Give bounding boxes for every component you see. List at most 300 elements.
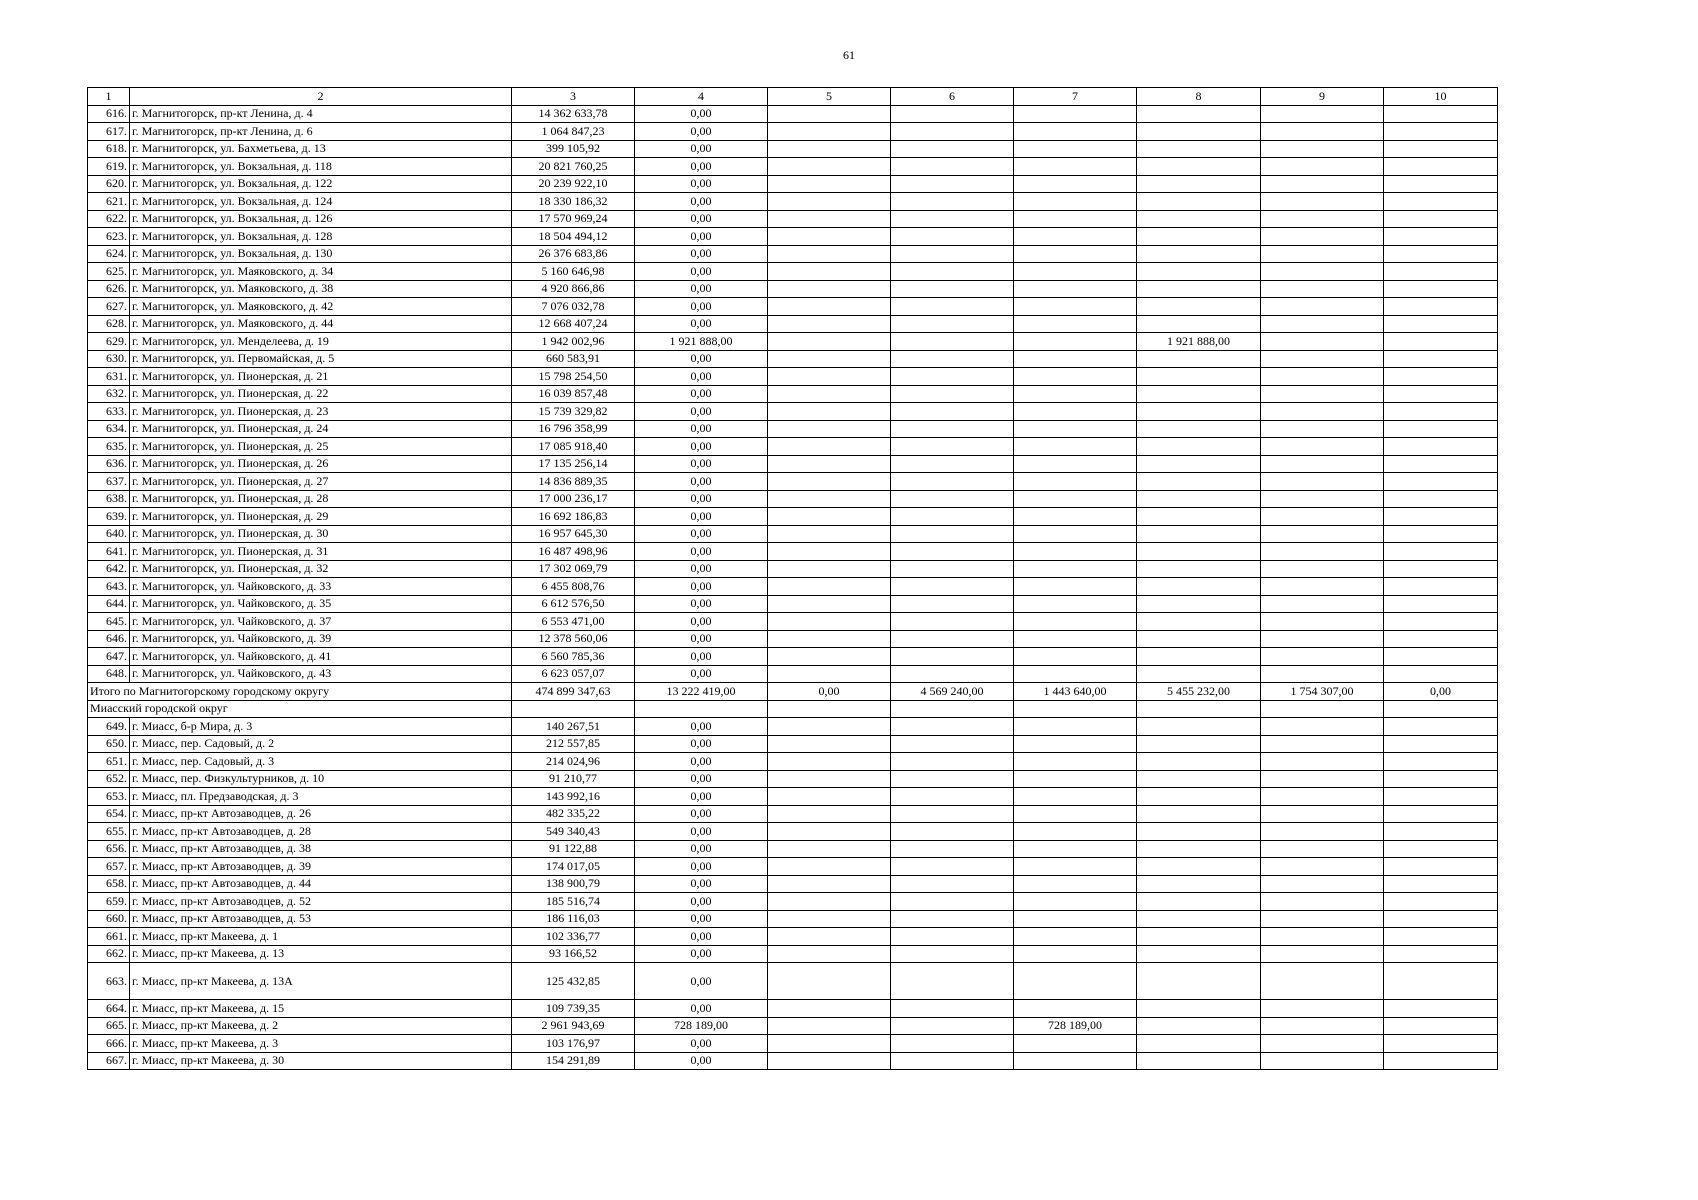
column-header: 6 <box>891 88 1014 106</box>
value-cell-c7 <box>1014 490 1137 508</box>
total-value-c6: 4 569 240,00 <box>891 683 1014 701</box>
value-cell-c7 <box>1014 735 1137 753</box>
value-cell-c5 <box>768 158 891 176</box>
value-cell-c5 <box>768 140 891 158</box>
value-cell-c10 <box>1384 385 1498 403</box>
value-cell-c4: 0,00 <box>635 210 768 228</box>
table-row <box>88 543 1498 561</box>
value-cell-c9 <box>1261 1052 1384 1070</box>
row-number: 652. <box>88 770 130 788</box>
value-cell-c10 <box>1384 840 1498 858</box>
row-number: 619. <box>88 158 130 176</box>
value-cell-c7 <box>1014 385 1137 403</box>
row-number: 647. <box>88 648 130 666</box>
value-cell-c6 <box>891 543 1014 561</box>
value-cell-c3: 2 961 943,69 <box>512 1017 635 1035</box>
value-cell-c10 <box>1384 858 1498 876</box>
address-cell: г. Магнитогорск, ул. Пионерская, д. 23 <box>130 403 512 421</box>
value-cell-c7 <box>1014 963 1137 1000</box>
value-cell-c9 <box>1261 718 1384 736</box>
value-cell-c5 <box>768 490 891 508</box>
value-cell-c4: 0,00 <box>635 613 768 631</box>
value-cell-c10 <box>1384 508 1498 526</box>
row-number: 654. <box>88 805 130 823</box>
value-cell-c10 <box>1384 893 1498 911</box>
table-row <box>88 630 1498 648</box>
value-cell-c8 <box>1137 403 1261 421</box>
value-cell-c8 <box>1137 805 1261 823</box>
address-cell: г. Магнитогорск, ул. Маяковского, д. 34 <box>130 263 512 281</box>
value-cell-c4: 0,00 <box>635 1000 768 1018</box>
value-cell-c10 <box>1384 350 1498 368</box>
value-cell-c7 <box>1014 578 1137 596</box>
value-cell-c6 <box>891 595 1014 613</box>
value-cell-c9 <box>1261 333 1384 351</box>
value-cell-c3: 109 739,35 <box>512 1000 635 1018</box>
value-cell-c4: 0,00 <box>635 140 768 158</box>
value-cell-c3: 17 302 069,79 <box>512 560 635 578</box>
address-cell: г. Миасс, пр-кт Макеева, д. 2 <box>130 1017 512 1035</box>
value-cell-c3: 91 122,88 <box>512 840 635 858</box>
value-cell-c8 <box>1137 630 1261 648</box>
table-row <box>88 508 1498 526</box>
value-cell-c7 <box>1014 788 1137 806</box>
value-cell-c6 <box>891 613 1014 631</box>
value-cell-c8 <box>1137 263 1261 281</box>
value-cell-c9 <box>1261 105 1384 123</box>
address-cell: г. Магнитогорск, ул. Вокзальная, д. 126 <box>130 210 512 228</box>
row-number: 667. <box>88 1052 130 1070</box>
table-row <box>88 928 1498 946</box>
data-table <box>87 87 1498 1070</box>
value-cell-c10 <box>1384 455 1498 473</box>
value-cell-c8 <box>1137 910 1261 928</box>
value-cell-c10 <box>1384 1052 1498 1070</box>
value-cell-c8 <box>1137 368 1261 386</box>
value-cell-c7 <box>1014 753 1137 771</box>
value-cell-c10 <box>1384 175 1498 193</box>
row-number: 653. <box>88 788 130 806</box>
value-cell-c9 <box>1261 210 1384 228</box>
value-cell-c3: 138 900,79 <box>512 875 635 893</box>
value-cell-c6 <box>891 1052 1014 1070</box>
value-cell-c4: 0,00 <box>635 158 768 176</box>
value-cell-c6 <box>891 1000 1014 1018</box>
table-row <box>88 840 1498 858</box>
value-cell-c4: 0,00 <box>635 945 768 963</box>
address-cell: г. Миасс, пр-кт Автозаводцев, д. 26 <box>130 805 512 823</box>
address-cell: г. Миасс, пр-кт Макеева, д. 3 <box>130 1035 512 1053</box>
value-cell-c7 <box>1014 263 1137 281</box>
total-value-c3: 474 899 347,63 <box>512 683 635 701</box>
page-number: 61 <box>843 48 855 62</box>
value-cell-c6 <box>891 438 1014 456</box>
value-cell-c3: 16 796 358,99 <box>512 420 635 438</box>
value-cell-c3: 6 560 785,36 <box>512 648 635 666</box>
row-number: 655. <box>88 823 130 841</box>
empty-cell <box>1261 700 1384 718</box>
value-cell-c8 <box>1137 508 1261 526</box>
empty-cell <box>635 700 768 718</box>
row-number: 658. <box>88 875 130 893</box>
value-cell-c4: 0,00 <box>635 875 768 893</box>
table-row <box>88 333 1498 351</box>
value-cell-c10 <box>1384 525 1498 543</box>
value-cell-c6 <box>891 630 1014 648</box>
value-cell-c3: 17 570 969,24 <box>512 210 635 228</box>
address-cell: г. Миасс, пр-кт Автозаводцев, д. 52 <box>130 893 512 911</box>
value-cell-c5 <box>768 595 891 613</box>
address-cell: г. Магнитогорск, ул. Пионерская, д. 21 <box>130 368 512 386</box>
value-cell-c10 <box>1384 648 1498 666</box>
value-cell-c9 <box>1261 438 1384 456</box>
value-cell-c6 <box>891 963 1014 1000</box>
row-number: 650. <box>88 735 130 753</box>
table-row <box>88 770 1498 788</box>
value-cell-c4: 0,00 <box>635 1035 768 1053</box>
row-number: 665. <box>88 1017 130 1035</box>
value-cell-c5 <box>768 648 891 666</box>
value-cell-c7 <box>1014 1035 1137 1053</box>
table-row <box>88 490 1498 508</box>
address-cell: г. Магнитогорск, ул. Вокзальная, д. 130 <box>130 245 512 263</box>
table-row <box>88 315 1498 333</box>
value-cell-c10 <box>1384 805 1498 823</box>
value-cell-c8 <box>1137 350 1261 368</box>
value-cell-c9 <box>1261 595 1384 613</box>
address-cell: г. Миасс, пер. Садовый, д. 3 <box>130 753 512 771</box>
table-row <box>88 368 1498 386</box>
value-cell-c9 <box>1261 473 1384 491</box>
value-cell-c10 <box>1384 315 1498 333</box>
table-row <box>88 893 1498 911</box>
value-cell-c5 <box>768 1017 891 1035</box>
value-cell-c4: 0,00 <box>635 298 768 316</box>
table-row <box>88 805 1498 823</box>
value-cell-c4: 0,00 <box>635 193 768 211</box>
address-cell: г. Магнитогорск, ул. Маяковского, д. 38 <box>130 280 512 298</box>
value-cell-c5 <box>768 613 891 631</box>
row-number: 617. <box>88 123 130 141</box>
value-cell-c6 <box>891 805 1014 823</box>
table-row <box>88 613 1498 631</box>
value-cell-c3: 17 000 236,17 <box>512 490 635 508</box>
row-number: 645. <box>88 613 130 631</box>
total-row <box>88 683 1498 701</box>
table-row <box>88 438 1498 456</box>
value-cell-c10 <box>1384 560 1498 578</box>
row-number: 663. <box>88 963 130 1000</box>
value-cell-c8 <box>1137 438 1261 456</box>
value-cell-c7 <box>1014 665 1137 683</box>
address-cell: г. Миасс, пл. Предзаводская, д. 3 <box>130 788 512 806</box>
row-number: 660. <box>88 910 130 928</box>
table-row <box>88 718 1498 736</box>
total-value-c10: 0,00 <box>1384 683 1498 701</box>
value-cell-c7 <box>1014 350 1137 368</box>
value-cell-c5 <box>768 1000 891 1018</box>
table-row <box>88 263 1498 281</box>
value-cell-c9 <box>1261 525 1384 543</box>
value-cell-c4: 0,00 <box>635 473 768 491</box>
value-cell-c9 <box>1261 613 1384 631</box>
value-cell-c10 <box>1384 210 1498 228</box>
value-cell-c10 <box>1384 473 1498 491</box>
table-row <box>88 595 1498 613</box>
value-cell-c4: 1 921 888,00 <box>635 333 768 351</box>
value-cell-c9 <box>1261 298 1384 316</box>
value-cell-c5 <box>768 280 891 298</box>
value-cell-c8 <box>1137 210 1261 228</box>
table-body <box>88 88 1498 1070</box>
value-cell-c9 <box>1261 788 1384 806</box>
value-cell-c9 <box>1261 175 1384 193</box>
value-cell-c3: 4 920 866,86 <box>512 280 635 298</box>
table-row <box>88 858 1498 876</box>
value-cell-c4: 0,00 <box>635 105 768 123</box>
value-cell-c4: 0,00 <box>635 928 768 946</box>
value-cell-c9 <box>1261 193 1384 211</box>
value-cell-c7 <box>1014 560 1137 578</box>
address-cell: г. Миасс, пр-кт Макеева, д. 13 <box>130 945 512 963</box>
value-cell-c6 <box>891 140 1014 158</box>
value-cell-c4: 728 189,00 <box>635 1017 768 1035</box>
row-number: 630. <box>88 350 130 368</box>
value-cell-c7 <box>1014 945 1137 963</box>
table-row <box>88 210 1498 228</box>
value-cell-c7 <box>1014 858 1137 876</box>
empty-cell <box>512 700 635 718</box>
value-cell-c6 <box>891 893 1014 911</box>
value-cell-c3: 125 432,85 <box>512 963 635 1000</box>
value-cell-c3: 14 362 633,78 <box>512 105 635 123</box>
value-cell-c7 <box>1014 840 1137 858</box>
value-cell-c9 <box>1261 245 1384 263</box>
row-number: 629. <box>88 333 130 351</box>
row-number: 616. <box>88 105 130 123</box>
table-row <box>88 403 1498 421</box>
column-header: 10 <box>1384 88 1498 106</box>
value-cell-c6 <box>891 193 1014 211</box>
address-cell: г. Магнитогорск, ул. Пионерская, д. 29 <box>130 508 512 526</box>
value-cell-c10 <box>1384 753 1498 771</box>
value-cell-c5 <box>768 840 891 858</box>
table-row <box>88 140 1498 158</box>
table-row <box>88 105 1498 123</box>
address-cell: г. Магнитогорск, ул. Пионерская, д. 24 <box>130 420 512 438</box>
value-cell-c3: 15 739 329,82 <box>512 403 635 421</box>
value-cell-c6 <box>891 718 1014 736</box>
value-cell-c7 <box>1014 525 1137 543</box>
table-row <box>88 525 1498 543</box>
value-cell-c3: 6 455 808,76 <box>512 578 635 596</box>
row-number: 631. <box>88 368 130 386</box>
value-cell-c7 <box>1014 648 1137 666</box>
value-cell-c9 <box>1261 963 1384 1000</box>
address-cell: г. Миасс, б-р Мира, д. 3 <box>130 718 512 736</box>
value-cell-c7 <box>1014 1000 1137 1018</box>
value-cell-c6 <box>891 578 1014 596</box>
value-cell-c10 <box>1384 105 1498 123</box>
value-cell-c10 <box>1384 875 1498 893</box>
value-cell-c3: 16 487 498,96 <box>512 543 635 561</box>
value-cell-c10 <box>1384 193 1498 211</box>
row-number: 621. <box>88 193 130 211</box>
value-cell-c7 <box>1014 928 1137 946</box>
value-cell-c10 <box>1384 1035 1498 1053</box>
table-row <box>88 175 1498 193</box>
value-cell-c5 <box>768 875 891 893</box>
value-cell-c7: 728 189,00 <box>1014 1017 1137 1035</box>
total-value-c5: 0,00 <box>768 683 891 701</box>
table-row <box>88 735 1498 753</box>
value-cell-c7 <box>1014 613 1137 631</box>
value-cell-c5 <box>768 315 891 333</box>
value-cell-c9 <box>1261 403 1384 421</box>
row-number: 625. <box>88 263 130 281</box>
value-cell-c4: 0,00 <box>635 315 768 333</box>
value-cell-c6 <box>891 368 1014 386</box>
value-cell-c6 <box>891 105 1014 123</box>
value-cell-c9 <box>1261 543 1384 561</box>
value-cell-c8 <box>1137 1052 1261 1070</box>
address-cell: г. Миасс, пр-кт Макеева, д. 13А <box>130 963 512 1000</box>
value-cell-c6 <box>891 753 1014 771</box>
value-cell-c7 <box>1014 910 1137 928</box>
table-row <box>88 385 1498 403</box>
table-row <box>88 753 1498 771</box>
total-value-c8: 5 455 232,00 <box>1137 683 1261 701</box>
value-cell-c8 <box>1137 385 1261 403</box>
empty-cell <box>891 700 1014 718</box>
value-cell-c4: 0,00 <box>635 560 768 578</box>
column-header: 3 <box>512 88 635 106</box>
value-cell-c8 <box>1137 578 1261 596</box>
table-row <box>88 245 1498 263</box>
address-cell: г. Магнитогорск, ул. Пионерская, д. 22 <box>130 385 512 403</box>
value-cell-c10 <box>1384 158 1498 176</box>
value-cell-c5 <box>768 753 891 771</box>
value-cell-c10 <box>1384 403 1498 421</box>
value-cell-c6 <box>891 175 1014 193</box>
value-cell-c6 <box>891 455 1014 473</box>
value-cell-c9 <box>1261 648 1384 666</box>
value-cell-c4: 0,00 <box>635 858 768 876</box>
row-number: 664. <box>88 1000 130 1018</box>
value-cell-c7 <box>1014 770 1137 788</box>
value-cell-c6 <box>891 560 1014 578</box>
value-cell-c6 <box>891 228 1014 246</box>
value-cell-c4: 0,00 <box>635 630 768 648</box>
address-cell: г. Магнитогорск, ул. Пионерская, д. 30 <box>130 525 512 543</box>
value-cell-c8 <box>1137 1017 1261 1035</box>
value-cell-c5 <box>768 228 891 246</box>
value-cell-c5 <box>768 210 891 228</box>
value-cell-c9 <box>1261 455 1384 473</box>
value-cell-c3: 185 516,74 <box>512 893 635 911</box>
value-cell-c7 <box>1014 228 1137 246</box>
value-cell-c9 <box>1261 368 1384 386</box>
address-cell: г. Магнитогорск, ул. Вокзальная, д. 122 <box>130 175 512 193</box>
value-cell-c10 <box>1384 770 1498 788</box>
value-cell-c8 <box>1137 753 1261 771</box>
value-cell-c10 <box>1384 368 1498 386</box>
value-cell-c4: 0,00 <box>635 805 768 823</box>
value-cell-c8 <box>1137 490 1261 508</box>
value-cell-c3: 103 176,97 <box>512 1035 635 1053</box>
address-cell: г. Магнитогорск, ул. Пионерская, д. 26 <box>130 455 512 473</box>
value-cell-c4: 0,00 <box>635 910 768 928</box>
value-cell-c10 <box>1384 928 1498 946</box>
value-cell-c6 <box>891 735 1014 753</box>
value-cell-c4: 0,00 <box>635 648 768 666</box>
address-cell: г. Магнитогорск, ул. Чайковского, д. 37 <box>130 613 512 631</box>
value-cell-c4: 0,00 <box>635 438 768 456</box>
value-cell-c4: 0,00 <box>635 823 768 841</box>
value-cell-c4: 0,00 <box>635 263 768 281</box>
row-number: 666. <box>88 1035 130 1053</box>
address-cell: г. Магнитогорск, ул. Бахметьева, д. 13 <box>130 140 512 158</box>
value-cell-c8 <box>1137 105 1261 123</box>
column-number-row <box>88 88 1498 106</box>
total-value-c7: 1 443 640,00 <box>1014 683 1137 701</box>
value-cell-c4: 0,00 <box>635 455 768 473</box>
value-cell-c7 <box>1014 298 1137 316</box>
value-cell-c3: 1 064 847,23 <box>512 123 635 141</box>
value-cell-c6 <box>891 350 1014 368</box>
value-cell-c3: 12 668 407,24 <box>512 315 635 333</box>
row-number: 618. <box>88 140 130 158</box>
table-row <box>88 298 1498 316</box>
value-cell-c3: 482 335,22 <box>512 805 635 823</box>
row-number: 636. <box>88 455 130 473</box>
value-cell-c3: 14 836 889,35 <box>512 473 635 491</box>
value-cell-c10 <box>1384 945 1498 963</box>
value-cell-c8 <box>1137 893 1261 911</box>
value-cell-c8 <box>1137 455 1261 473</box>
table-row <box>88 455 1498 473</box>
value-cell-c5 <box>768 718 891 736</box>
row-number: 646. <box>88 630 130 648</box>
value-cell-c8 <box>1137 123 1261 141</box>
row-number: 638. <box>88 490 130 508</box>
value-cell-c9 <box>1261 753 1384 771</box>
value-cell-c7 <box>1014 508 1137 526</box>
table-row <box>88 1017 1498 1035</box>
value-cell-c7 <box>1014 823 1137 841</box>
value-cell-c5 <box>768 403 891 421</box>
value-cell-c5 <box>768 263 891 281</box>
value-cell-c10 <box>1384 718 1498 736</box>
value-cell-c5 <box>768 438 891 456</box>
value-cell-c5 <box>768 508 891 526</box>
value-cell-c8 <box>1137 560 1261 578</box>
value-cell-c3: 91 210,77 <box>512 770 635 788</box>
value-cell-c9 <box>1261 560 1384 578</box>
value-cell-c3: 5 160 646,98 <box>512 263 635 281</box>
value-cell-c10 <box>1384 123 1498 141</box>
value-cell-c3: 399 105,92 <box>512 140 635 158</box>
value-cell-c6 <box>891 263 1014 281</box>
value-cell-c7 <box>1014 455 1137 473</box>
value-cell-c4: 0,00 <box>635 403 768 421</box>
row-number: 643. <box>88 578 130 596</box>
value-cell-c7 <box>1014 473 1137 491</box>
row-number: 656. <box>88 840 130 858</box>
value-cell-c5 <box>768 245 891 263</box>
value-cell-c6 <box>891 910 1014 928</box>
value-cell-c6 <box>891 648 1014 666</box>
